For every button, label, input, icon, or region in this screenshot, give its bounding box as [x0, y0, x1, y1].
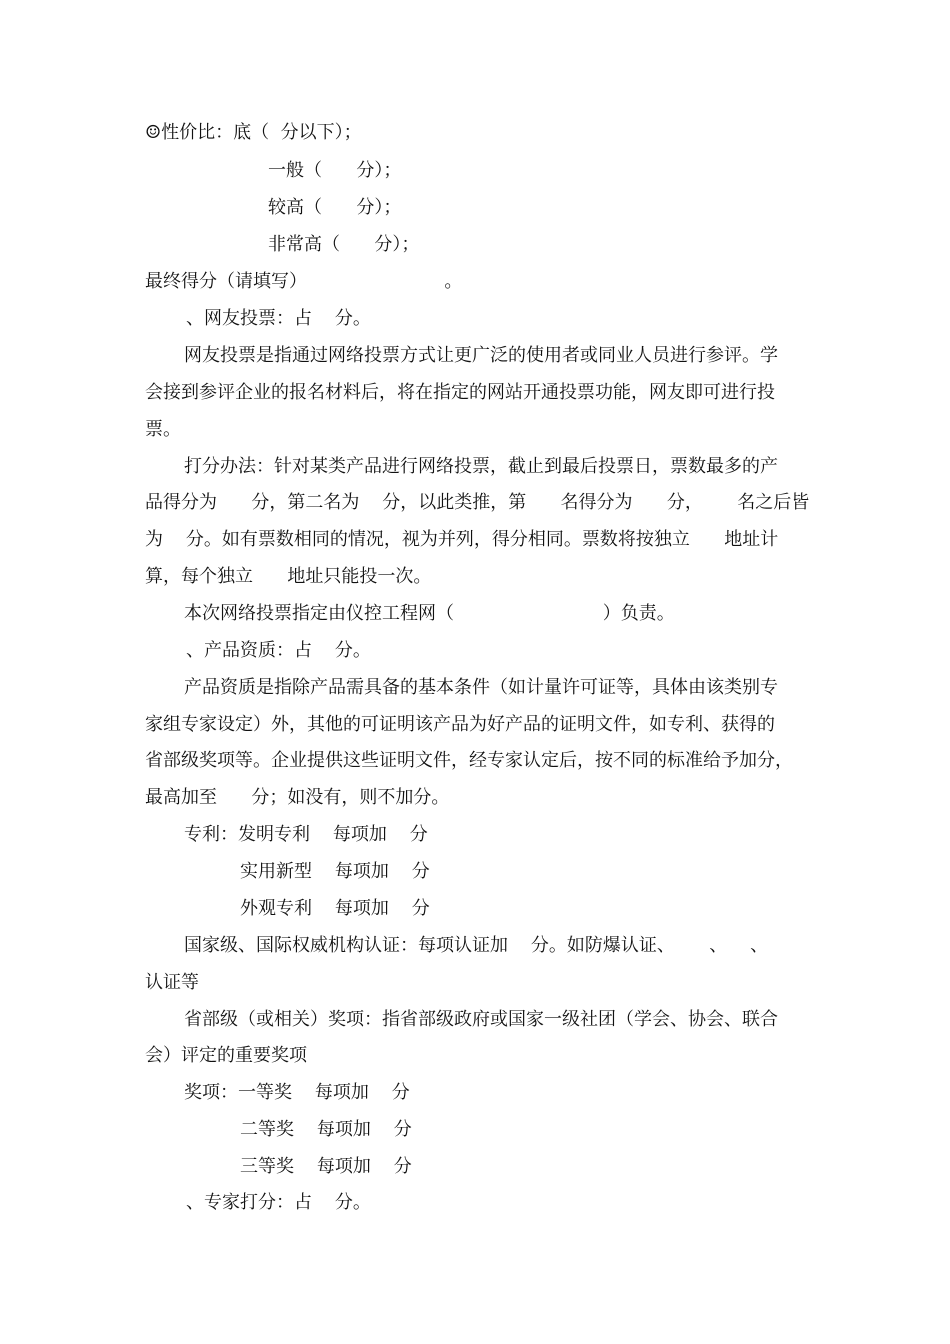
patent-design: 外观专利 每项加 分	[240, 898, 430, 919]
scoring-method-line-4: 算，每个独立 地址只能投一次。	[145, 566, 432, 587]
certification-line-1: 国家级、国际权威机构认证：每项认证加 分。如防爆认证、 、 、	[184, 935, 769, 956]
price-performance-high: 较高（ 分）；	[268, 197, 402, 218]
patent-utility: 实用新型 每项加 分	[240, 861, 430, 882]
patent-invention: 专利：发明专利 每项加 分	[184, 824, 428, 845]
price-performance-heading: ☺性价比：底（ 分以下）；	[145, 122, 362, 143]
online-vote-line-2: 会接到参评企业的报名材料后，将在指定的网站开通投票功能，网友即可进行投	[145, 382, 775, 403]
price-performance-very-high: 非常高（ 分）；	[268, 234, 420, 255]
award-second-prize: 二等奖 每项加 分	[240, 1119, 412, 1140]
vote-host-line: 本次网络投票指定由仪控工程网（ ）负责。	[184, 603, 675, 624]
qualification-line-1: 产品资质是指除产品需具备的基本条件（如计量许可证等，具体由该类别专	[184, 677, 778, 698]
final-score-line: 最终得分（请填写） 。	[145, 271, 463, 292]
scoring-method-line-3: 为 分。如有票数相同的情况，视为并列，得分相同。票数将按独立 地址计	[145, 529, 779, 550]
award-third-prize: 三等奖 每项加 分	[240, 1156, 412, 1177]
certification-line-2: 认证等	[145, 972, 199, 993]
price-performance-general: 一般（ 分）；	[268, 160, 402, 181]
qualification-line-3: 省部级奖项等。企业提供这些证明文件，经专家认定后，按不同的标准给予加分，	[145, 750, 793, 771]
section-online-vote-heading: 、网友投票：占 分。	[186, 308, 371, 329]
award-first-prize: 奖项：一等奖 每项加 分	[184, 1082, 410, 1103]
online-vote-line-3: 票。	[145, 419, 181, 440]
section-expert-score-heading: 、专家打分：占 分。	[186, 1192, 371, 1213]
section-qualification-heading: 、产品资质：占 分。	[186, 640, 371, 661]
online-vote-line-1: 网友投票是指通过网络投票方式让更广泛的使用者或同业人员进行参评。学	[184, 345, 778, 366]
scoring-method-line-2: 品得分为 分，第二名为 分，以此类推，第 名得分为 分， 名之后皆	[145, 492, 810, 513]
qualification-line-4: 最高加至 分；如没有，则不加分。	[145, 787, 450, 808]
award-line-2: 会）评定的重要奖项	[145, 1045, 307, 1066]
scoring-method-line-1: 打分办法：针对某类产品进行网络投票，截止到最后投票日，票数最多的产	[184, 456, 778, 477]
qualification-line-2: 家组专家设定）外，其他的可证明该产品为好产品的证明文件，如专利、获得的	[145, 714, 775, 735]
award-line-1: 省部级（或相关）奖项：指省部级政府或国家一级社团（学会、协会、联合	[184, 1009, 778, 1030]
